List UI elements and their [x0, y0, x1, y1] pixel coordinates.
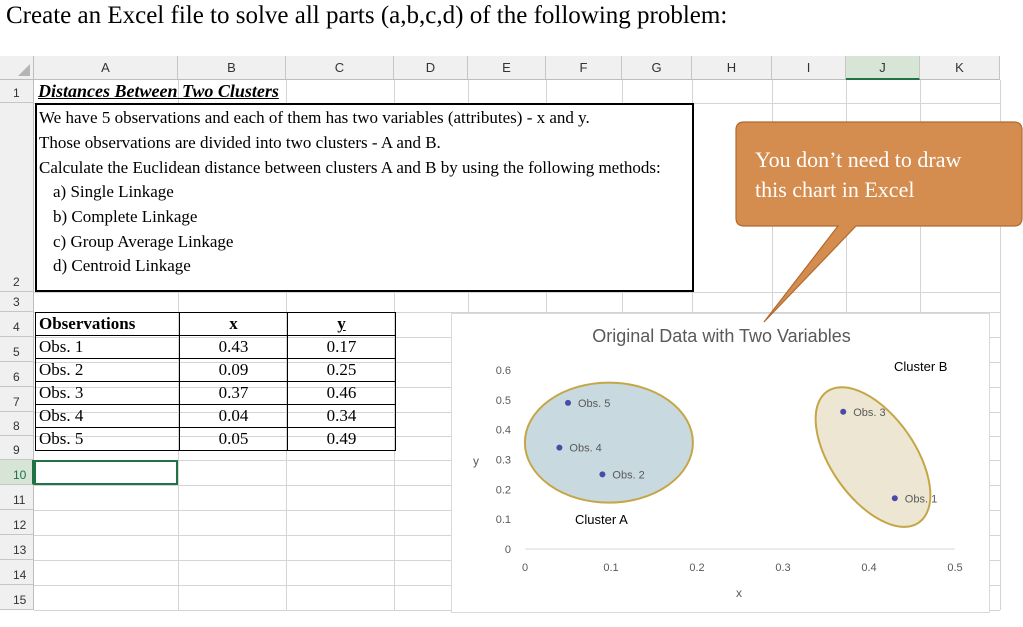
obs-y[interactable]: 0.46 — [288, 382, 396, 405]
row-header-12[interactable]: 12 — [0, 510, 34, 535]
point-label: Obs. 2 — [612, 469, 645, 482]
obs-x[interactable]: 0.43 — [180, 336, 288, 359]
obs-name[interactable]: Obs. 4 — [36, 405, 180, 428]
column-header-d[interactable]: D — [394, 56, 468, 80]
problem-part-a: a) Single Linkage — [53, 182, 174, 201]
column-header-h[interactable]: H — [692, 56, 772, 80]
obs-x[interactable]: 0.05 — [180, 428, 288, 451]
y-tick-label: 0.6 — [495, 365, 511, 377]
obs-y[interactable]: 0.25 — [288, 359, 396, 382]
bottom-edge — [0, 619, 1023, 627]
problem-part-c: c) Group Average Linkage — [53, 232, 234, 251]
point-label: Obs. 1 — [904, 493, 938, 506]
callout-text — [755, 145, 1015, 205]
column-header-j[interactable]: J — [846, 56, 920, 80]
y-tick-label: 0.4 — [495, 424, 511, 437]
column-header-i[interactable]: I — [772, 56, 846, 80]
y-tick-label: 0.3 — [495, 454, 511, 467]
column-header-c[interactable]: C — [286, 56, 394, 80]
sheet-title: Distances Between Two Clusters — [38, 81, 279, 101]
header-x: x — [180, 313, 288, 336]
row-header-11[interactable]: 11 — [0, 485, 34, 510]
problem-line-3: Calculate the Euclidean distance between clusters A and B by using the following methods: — [39, 158, 661, 177]
cluster-a-label: Cluster A — [575, 512, 628, 527]
cluster-b-label: Cluster B — [894, 359, 948, 374]
column-header-e[interactable]: E — [468, 56, 546, 80]
obs-x[interactable]: 0.37 — [180, 382, 288, 405]
row-header-2[interactable]: 2 — [0, 103, 34, 292]
y-tick-label: 0.1 — [495, 514, 511, 527]
row-header-13[interactable]: 13 — [0, 535, 34, 560]
problem-line-2: Those observations are divided into two clusters - A and B. — [39, 133, 441, 152]
point-label: Obs. 3 — [853, 406, 886, 419]
x-axis-label: x — [736, 586, 742, 600]
chart-title: Original Data with Two Variables — [592, 326, 851, 346]
obs-y[interactable]: 0.17 — [288, 336, 396, 359]
y-axis-label: y — [473, 454, 479, 468]
x-tick-label: 0.3 — [775, 562, 791, 574]
row-header-8[interactable]: 8 — [0, 412, 34, 436]
row-header-3[interactable]: 3 — [0, 292, 34, 312]
x-tick-label: 0.4 — [861, 562, 877, 574]
column-header-a[interactable]: A — [34, 56, 178, 80]
row-header-7[interactable]: 7 — [0, 387, 34, 412]
point-label: Obs. 4 — [569, 442, 602, 455]
x-tick-label: 0.2 — [689, 562, 705, 574]
x-tick-label: 0 — [521, 562, 529, 574]
obs-name[interactable]: Obs. 3 — [36, 382, 180, 405]
row-header-14[interactable]: 14 — [0, 560, 34, 585]
obs-name[interactable]: Obs. 1 — [36, 336, 180, 359]
x-tick-label: 0.5 — [947, 562, 963, 574]
row-header-6[interactable]: 6 — [0, 362, 34, 387]
obs-y[interactable]: 0.49 — [288, 428, 396, 451]
obs-name[interactable]: Obs. 2 — [36, 359, 180, 382]
callout-line-1: You don’t need to draw — [755, 147, 962, 172]
row-header-5[interactable]: 5 — [0, 337, 34, 362]
obs-y[interactable]: 0.34 — [288, 405, 396, 428]
problem-part-d: d) Centroid Linkage — [53, 256, 191, 275]
obs-x[interactable]: 0.04 — [180, 405, 288, 428]
y-tick-label: 0 — [504, 544, 511, 556]
problem-prompt: Create an Excel file to solve all parts (a,b,c,d) of the following problem: — [6, 2, 728, 29]
row-header-9[interactable]: 9 — [0, 436, 34, 460]
obs-name[interactable]: Obs. 5 — [36, 428, 180, 451]
point-label: Obs. 5 — [578, 397, 611, 410]
header-observations: Observations — [36, 313, 180, 336]
row-header-15[interactable]: 15 — [0, 585, 34, 610]
y-tick-label: 0.2 — [495, 484, 511, 497]
column-header-b[interactable]: B — [178, 56, 286, 80]
row-header-1[interactable]: 1 — [0, 80, 34, 103]
column-header-g[interactable]: G — [622, 56, 692, 80]
callout-line-2: this chart in Excel — [755, 177, 915, 202]
column-header-f[interactable]: F — [546, 56, 622, 80]
obs-x[interactable]: 0.09 — [180, 359, 288, 382]
problem-part-b: b) Complete Linkage — [53, 207, 198, 226]
row-header-4[interactable]: 4 — [0, 312, 34, 337]
problem-line-1: We have 5 observations and each of them has two variables (attributes) - x and y. — [39, 108, 590, 127]
y-tick-label: 0.5 — [495, 394, 511, 407]
header-y: y — [288, 313, 396, 336]
column-header-k[interactable]: K — [920, 56, 1000, 80]
row-header-10[interactable]: 10 — [0, 460, 34, 485]
x-tick-label: 0.1 — [603, 562, 619, 574]
